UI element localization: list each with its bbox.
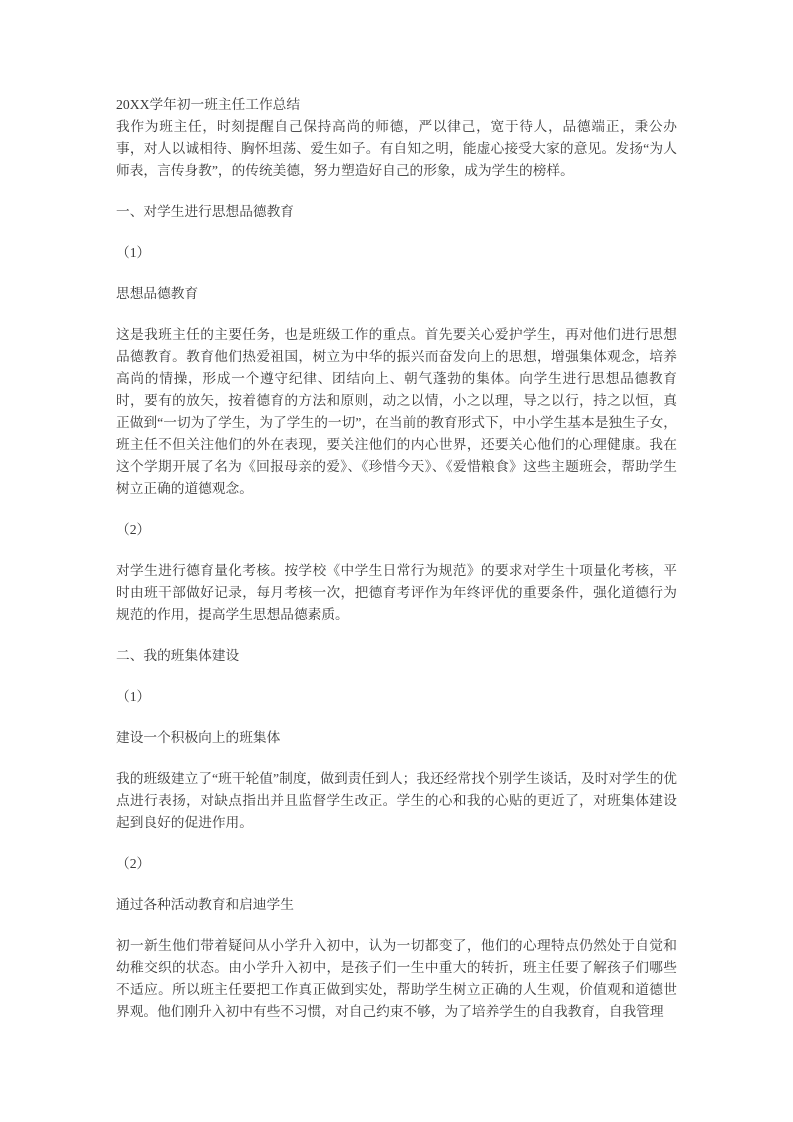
list-marker-2-2: （2）	[116, 856, 151, 871]
list-marker-1-1: （1）	[116, 245, 151, 260]
paragraph-class-building: 我的班级建立了“班干轮值”制度，做到责任到人；我还经常找个别学生谈话，及时对学生的优点进行表扬，对缺点指出并且监督学生改正。学生的心和我的心贴的更近了，对班集体建设起到良好的促进作用。	[116, 771, 677, 830]
list-marker-1-2: （2）	[116, 522, 151, 537]
paragraph-intro: 我作为班主任，时刻提醒自己保持高尚的师德，严以律己，宽于待人，品德端正，秉公办事，对人以诚相待、胸怀坦荡、爱生如子。有自知之明，能虚心接受大家的意见。发扬“为人师表，言传身教”，的传统美德，努力塑造好自己的形象，成为学生的榜样。	[116, 119, 677, 178]
section-heading-2: 二、我的班集体建设	[116, 648, 240, 663]
section-heading-1: 一、对学生进行思想品德教育	[116, 204, 294, 219]
subheading-1-1: 思想品德教育	[116, 286, 199, 301]
list-marker-2-1: （1）	[116, 689, 151, 704]
subheading-2-1: 建设一个积极向上的班集体	[116, 730, 281, 745]
paragraph-assessment: 对学生进行德育量化考核。按学校《中学生日常行为规范》的要求对学生十项量化考核，平时由班干部做好记录，每月考核一次，把德育考评作为年终评优的重要条件，强化道德行为规范的作用，提高学生思想品德素质。	[116, 563, 677, 622]
document-title: 20XX学年初一班主任工作总结	[116, 97, 301, 112]
paragraph-new-students: 初一新生他们带着疑问从小学升入初中，认为一切都变了，他们的心理特点仍然处于自觉和幼稚交织的状态。由小学升入初中，是孩子们一生中重大的转折，班主任要了解孩子们哪些不适应。所以班主任要把工作真正做到实处，帮助学生树立正确的人生观，价值观和道德世界观。他们刚升入初中有些不习惯，对自己约束不够，为了培养学生的自我教育，自我管理	[116, 938, 677, 1019]
paragraph-moral-education: 这是我班主任的主要任务，也是班级工作的重点。首先要关心爱护学生，再对他们进行思想品德教育。教育他们热爱祖国，树立为中华的振兴而奋发向上的思想，增强集体观念，培养高尚的情操，形成一个遵守纪律、团结向上、朝气蓬勃的集体。向学生进行思想品德教育时，要有的放矢，按着德育的方法和原则，动之以情，小之以理，导之以行，持之以恒，真正做到“一切为了学生，为了学生的一切”，在当前的教育形式下，中小学生基本是独生子女，班主任不但关注他们的外在表现，要关注他们的内心世界，还要关心他们的心理健康。我在这个学期开展了名为《回报母亲的爱》、《珍惜今天》、《爱惜粮食》这些主题班会，帮助学生树立正确的道德观念。	[116, 327, 677, 496]
subheading-2-2: 通过各种活动教育和启迪学生	[116, 897, 294, 912]
